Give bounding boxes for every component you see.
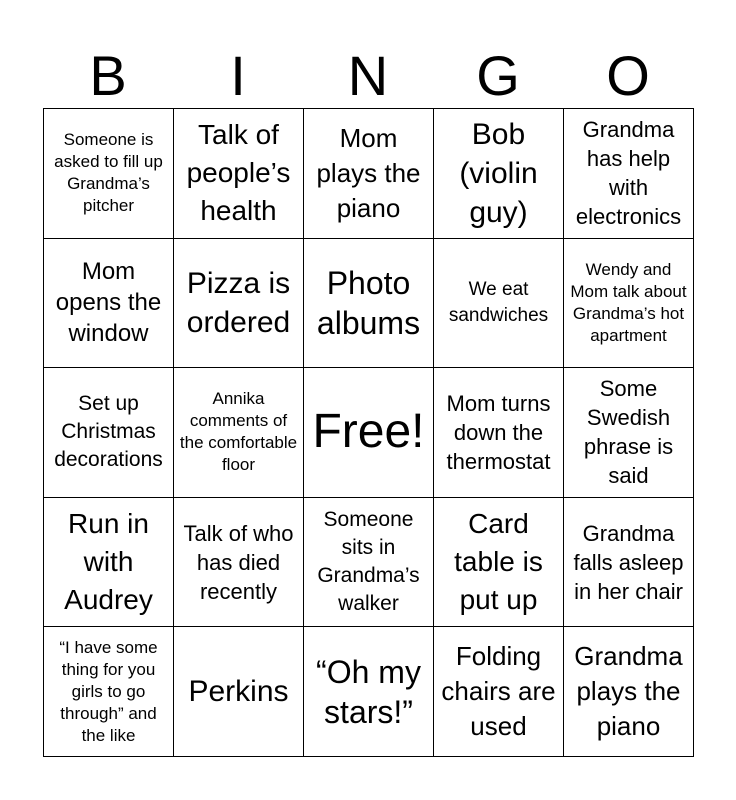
- cell-text: Talk of who has died recently: [183, 520, 294, 604]
- bingo-cell-r3c4[interactable]: [434, 368, 564, 498]
- bingo-cell-free[interactable]: [304, 368, 434, 498]
- cell-text: Bob (violin guy): [459, 117, 538, 229]
- bingo-cell-r3c5[interactable]: [564, 368, 694, 498]
- bingo-cell-r2c3[interactable]: [304, 239, 434, 369]
- cell-text: Set up Christmas decorations: [54, 392, 163, 472]
- header-letter-b: B: [89, 44, 127, 107]
- cell-text: Folding chairs are used: [441, 641, 556, 742]
- bingo-cell-r1c1[interactable]: [44, 109, 174, 239]
- bingo-cell-r5c5[interactable]: [564, 627, 694, 757]
- header-letter-n: N: [347, 44, 389, 107]
- header-letter-o: O: [606, 44, 650, 107]
- cell-text: Mom plays the piano: [316, 122, 421, 223]
- bingo-cell-r3c1[interactable]: [44, 368, 174, 498]
- bingo-cell-r1c4[interactable]: [434, 109, 564, 239]
- cell-text: Someone sits in Grandma’s walker: [317, 508, 420, 616]
- cell-text: Grandma plays the piano: [574, 641, 683, 742]
- bingo-cell-r4c5[interactable]: [564, 498, 694, 628]
- cell-text: We eat sandwiches: [448, 278, 549, 326]
- cell-text: Pizza is ordered: [186, 266, 291, 339]
- cell-text: Mom opens the window: [55, 258, 162, 348]
- bingo-cell-r5c3[interactable]: [304, 627, 434, 757]
- header-letter-i: I: [230, 44, 246, 107]
- cell-text: Talk of people’s health: [186, 119, 291, 227]
- bingo-cell-r4c4[interactable]: [434, 498, 564, 628]
- bingo-cell-r5c4[interactable]: [434, 627, 564, 757]
- bingo-grid: [43, 108, 694, 757]
- cell-text: Grandma has help with electronics: [575, 117, 682, 230]
- bingo-cell-r2c5[interactable]: [564, 239, 694, 369]
- bingo-cell-r1c5[interactable]: [564, 109, 694, 239]
- bingo-cell-r5c2[interactable]: [174, 627, 304, 757]
- bingo-header: [43, 44, 693, 108]
- cell-text: Someone is asked to fill up Grandma’s pitcher: [54, 130, 163, 216]
- bingo-cell-r1c3[interactable]: [304, 109, 434, 239]
- cell-text: “Oh my stars!”: [316, 653, 421, 730]
- bingo-cell-r2c4[interactable]: [434, 239, 564, 369]
- header-letter-g: G: [476, 44, 520, 107]
- bingo-cell-r2c1[interactable]: [44, 239, 174, 369]
- bingo-cell-r1c2[interactable]: [174, 109, 304, 239]
- bingo-cell-r2c2[interactable]: [174, 239, 304, 369]
- cell-text: “I have some thing for you girls to go through” and the like: [59, 637, 158, 745]
- bingo-cell-r4c2[interactable]: [174, 498, 304, 628]
- cell-text: Wendy and Mom talk about Grandma’s hot apartment: [570, 259, 687, 345]
- bingo-cell-r3c2[interactable]: [174, 368, 304, 498]
- cell-text: Grandma falls asleep in her chair: [573, 520, 684, 604]
- cell-text: Run in with Audrey: [64, 508, 153, 616]
- cell-text: Mom turns down the thermostat: [446, 390, 551, 474]
- cell-text: Photo albums: [316, 264, 421, 341]
- cell-text: Annika comments of the comfortable floor: [179, 389, 298, 475]
- bingo-cell-r5c1[interactable]: [44, 627, 174, 757]
- cell-text: Perkins: [188, 675, 289, 709]
- bingo-cell-r4c1[interactable]: [44, 498, 174, 628]
- free-space-text: Free!: [312, 405, 425, 459]
- bingo-cell-r4c3[interactable]: [304, 498, 434, 628]
- cell-text: Some Swedish phrase is said: [583, 376, 674, 489]
- cell-text: Card table is put up: [454, 508, 543, 616]
